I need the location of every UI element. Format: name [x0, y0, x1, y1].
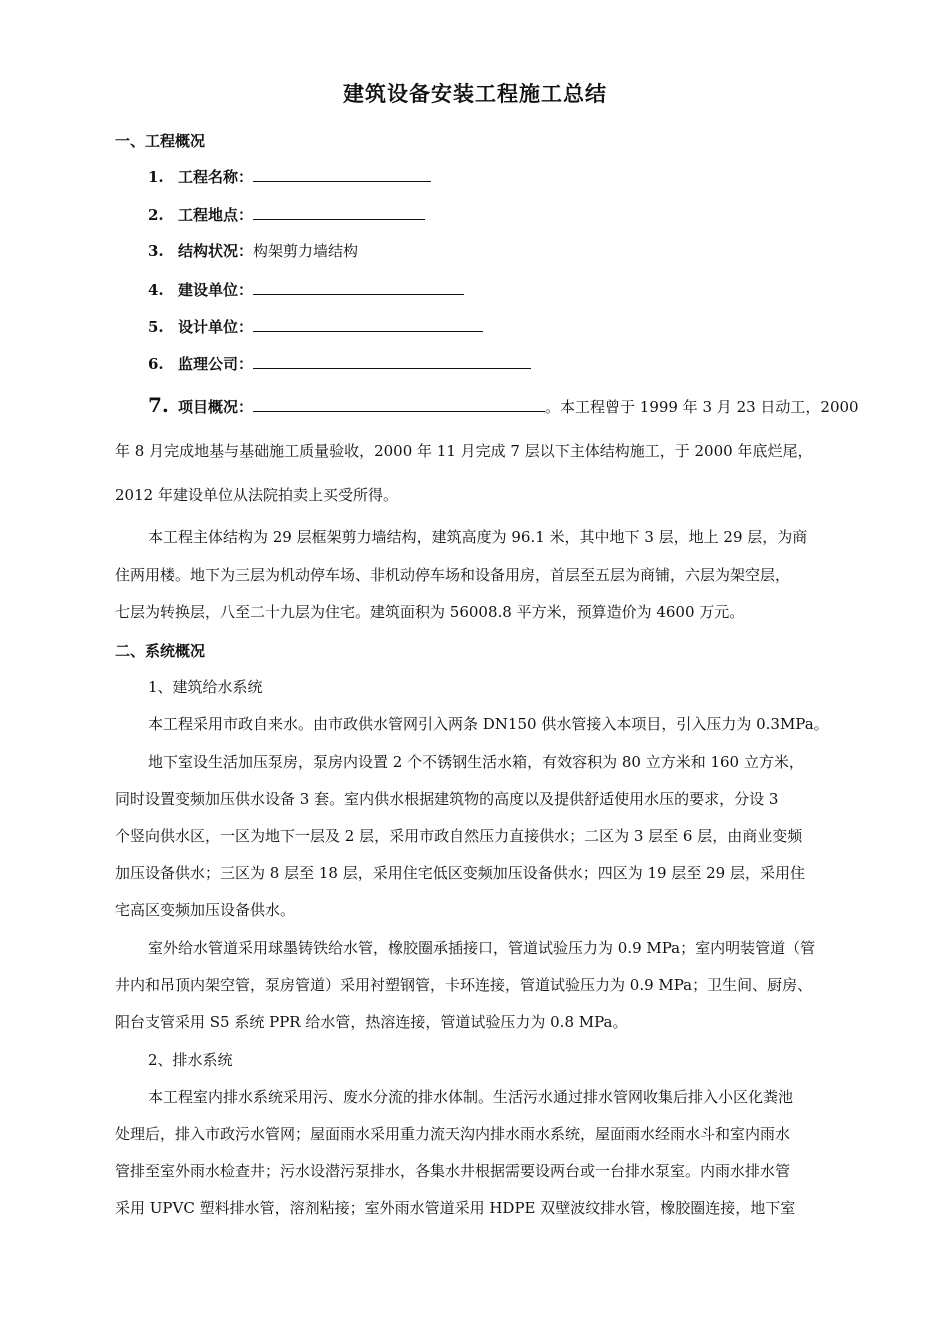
item-label: 监理公司： [178, 355, 254, 373]
paragraph-line: 住两用楼。地下为三层为机动停车场、非机动停车场和设备用房，首层至五层为商铺，六层为架空层， [115, 566, 791, 584]
fill-in-blank [253, 165, 431, 182]
paragraph-line: 本工程采用市政自来水。由市政供水管网引入两条 DN150 供水管接入本项目，引入压力为 0.3MPa。 [148, 715, 829, 733]
document-title: 建筑设备安装工程施工总结 [343, 81, 607, 106]
item-number: 4. [148, 281, 164, 299]
item-number: 7. [148, 393, 169, 417]
fill-in-blank [253, 203, 425, 220]
item-label: 建设单位： [178, 281, 254, 299]
paragraph-line: 采用 UPVC 塑料排水管，溶剂粘接；室外雨水管道采用 HDPE 双壁波纹排水管，橡胶圈连接，地下室 [115, 1199, 796, 1217]
paragraph-line: 室外给水管道采用球墨铸铁给水管，橡胶圈承插接口，管道试验压力为 0.9 MPa；室内明装管道（管 [148, 939, 816, 957]
item-designer [148, 315, 483, 337]
paragraph-line: 本工程主体结构为 29 层框架剪力墙结构，建筑高度为 96.1 米，其中地下 3 层，地上 29 层，为商 [148, 528, 808, 546]
item-label: 工程地点： [178, 206, 254, 224]
paragraph-line: 井内和吊顶内架空管，泵房管道）采用衬塑钢管，卡环连接，管道试验压力为 0.9 MPa；卫生间、厨房、 [115, 976, 813, 994]
subsection-heading: 2、排水系统 [148, 1051, 233, 1069]
paragraph-line: 年 8 月完成地基与基础施工质量验收，2000 年 11 月完成 7 层以下主体结构施工，于 2000 年底烂尾， [115, 442, 813, 460]
paragraph-line: 管排至室外雨水检查井；污水设潜污泵排水，各集水井根据需要设两台或一台排水泵室。内雨水排水管 [115, 1162, 791, 1180]
item-owner [148, 278, 464, 300]
paragraph-line: 处理后，排入市政污水管网；屋面雨水采用重力流天沟内排水雨水系统，屋面雨水经雨水斗和室内雨水 [115, 1125, 791, 1143]
item-label: 结构状况： [178, 242, 254, 260]
paragraph-line: 同时设置变频加压供水设备 3 套。室内供水根据建筑物的高度以及提供舒适使用水压的要求，分设 3 [115, 790, 779, 808]
fill-in-blank [253, 352, 531, 369]
item-value: 构架剪力墙结构 [253, 242, 359, 260]
item-number: 6. [148, 355, 164, 373]
paragraph-line: 2012 年建设单位从法院拍卖上买受所得。 [115, 486, 398, 504]
item-number: 1. [148, 168, 164, 186]
item-label: 设计单位： [178, 318, 254, 336]
item-number: 2. [148, 206, 164, 224]
item-number: 5. [148, 318, 164, 336]
paragraph-line: 加压设备供水；三区为 8 层至 18 层，采用住宅低区变频加压设备供水；四区为 19 层至 29 层，采用住 [115, 864, 805, 882]
item-structure [148, 240, 358, 262]
paragraph-line: 阳台支管采用 S5 系统 PPR 给水管，热溶连接，管道试验压力为 0.8 MPa。 [115, 1013, 628, 1031]
section-heading-systems: 二、系统概况 [115, 642, 206, 660]
fill-in-blank [253, 278, 464, 295]
paragraph-line: 个竖向供水区，一区为地下一层及 2 层，采用市政自然压力直接供水；二区为 3 层至 6 层，由商业变频 [115, 827, 803, 845]
item-label: 工程名称： [178, 168, 254, 186]
item-tail-text: 。本工程曾于 1999 年 3 月 23 日动工，2000 [545, 398, 859, 416]
item-project-name [148, 165, 431, 187]
item-supervisor [148, 352, 531, 374]
subsection-heading: 1、建筑给水系统 [148, 678, 263, 696]
paragraph-line: 地下室设生活加压泵房，泵房内设置 2 个不锈钢生活水箱，有效容积为 80 立方米和 160 立方米， [148, 753, 804, 771]
fill-in-blank [253, 395, 545, 412]
item-number: 3. [148, 242, 164, 260]
paragraph-line: 本工程室内排水系统采用污、废水分流的排水体制。生活污水通过排水管网收集后排入小区化粪池 [148, 1088, 794, 1106]
section-heading-overview: 一、工程概况 [115, 132, 206, 150]
item-project-overview [148, 394, 859, 416]
item-project-location [148, 203, 425, 225]
fill-in-blank [253, 315, 483, 332]
paragraph-line: 宅高区变频加压设备供水。 [115, 901, 296, 919]
item-label: 项目概况： [178, 398, 254, 416]
paragraph-line: 七层为转换层，八至二十九层为住宅。建筑面积为 56008.8 平方米，预算造价为 4600 万元。 [115, 603, 745, 621]
